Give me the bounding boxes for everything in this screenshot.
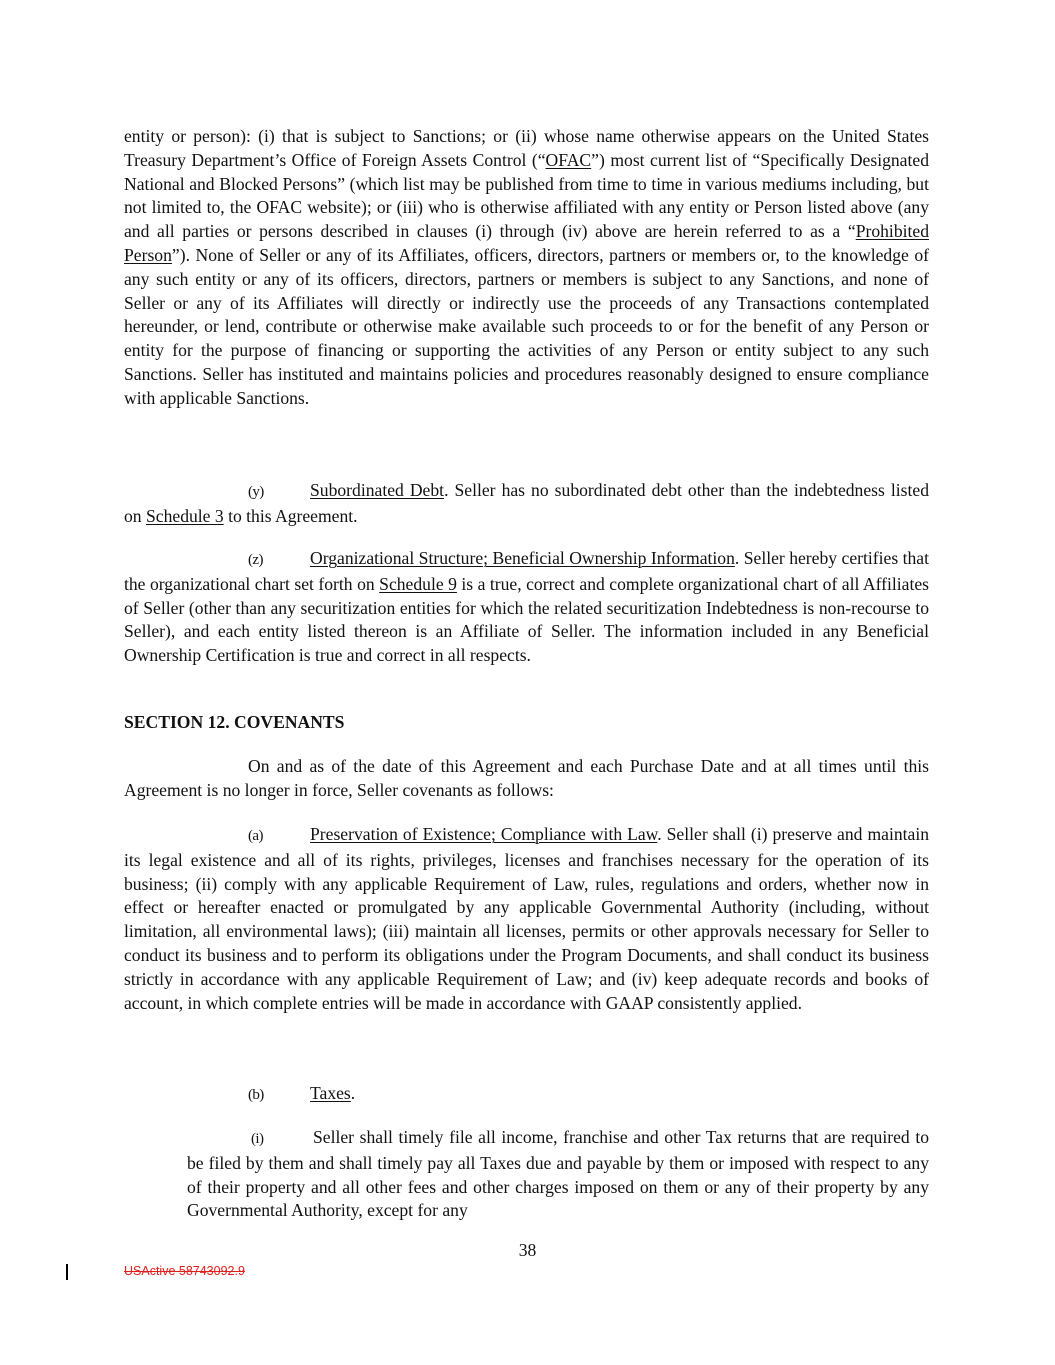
intro-text-2: ”) most current list of “Specifically Designated National and Blocked Persons” (which list may be published from time to time in various mediums including, but not limited to, the OFAC website); or (iii) who is otherwise affiliated with any entity or Person listed above (any and all parties or persons described in clauses (i) through (iv) above are herein referred to as a “: [124, 149, 929, 242]
item-title-z: Organizational Structure; Beneficial Ownership Information: [310, 548, 735, 568]
paragraph-y: [124, 479, 929, 529]
item-text-b: .: [350, 1083, 356, 1103]
ofac-term: OFAC: [545, 149, 592, 170]
item-label-z: (z): [248, 552, 263, 568]
item-label-b: (b): [248, 1087, 264, 1103]
intro-text-3: ”). None of Seller or any of its Affiliates, officers, directors, partners or members or, to the knowledge of any such entity or any of its officers, directors, partners or members is subject to any Sanctions, and none of Seller or any of its Affiliates will directly or indirectly use the proceeds of any Transactions contemplated hereunder, or lend, contribute or otherwise make available such proceeds to or for the benefit of any Person or entity for the purpose of financing or supporting the activities of any Person or entity subject to any such Sanctions. Seller has instituted and maintains policies and procedures reasonably designed to ensure compliance with applicable Sanctions.: [124, 244, 929, 408]
item-label-y: (y): [248, 484, 264, 500]
intro-text-1: entity or person): (i) that is subject to Sanctions; or (ii) whose name otherwise appears on the United States Treasury Department’s Office of Foreign Assets Control (“: [124, 126, 929, 170]
item-text-b-i: Seller shall timely file all income, franchise and other Tax returns that are required to be filed by them and shall timely pay all Taxes due and payable by them or imposed with respect to any of their property and all other fees and other charges imposed on them or any of their property by any Governmental Authority, except for any: [187, 1127, 929, 1221]
item-text-z-2: is a true, correct and complete organizational chart of all Affiliates of Seller (other than any securitization entities for which the related securitization Indebtedness is non-recourse to Seller), and each entity listed thereon is an Affiliate of Seller. The information included in any Beneficial Ownership Certification is true and correct in all respects.: [124, 573, 930, 666]
paragraph-z: [124, 547, 929, 668]
prohibited-person-term: Prohibited Person: [124, 221, 929, 265]
paragraph-b: [124, 1082, 929, 1108]
item-title-b: Taxes: [310, 1083, 351, 1103]
intro-paragraph: [124, 125, 929, 411]
paragraph-b-i: [187, 1126, 929, 1223]
item-text-y-1: . Seller has no subordinated debt other than the indebtedness listed on: [124, 480, 929, 526]
item-label-b-i: (i): [251, 1131, 264, 1147]
section-heading: SECTION 12. COVENANTS: [124, 712, 345, 732]
item-text-y-2: to this Agreement.: [223, 505, 358, 526]
page-number: 38: [518, 1240, 537, 1260]
paragraph-a: [124, 823, 929, 1015]
schedule-3-ref: Schedule 3: [146, 505, 224, 526]
item-text-z-1: . Seller hereby certifies that the organizational chart set forth on: [124, 548, 929, 594]
item-text-a: . Seller shall (i) preserve and maintain its legal existence and all of its rights, privileges, licenses and franchises necessary for the operation of its business; (ii) comply with any applicable Requirement of Law, rules, regulations and orders, whether now in effect or hereafter enacted or promulgated by any applicable Governmental Authority (including, without limitation, all environmental laws); (iii) maintain all licenses, permits or other approvals necessary for Seller to conduct its business and to perform its obligations under the Program Documents, and shall conduct its business strictly in accordance with any applicable Requirement of Law; and (iv) keep adequate records and books of account, in which complete entries will be made in accordance with GAAP consistently applied.: [124, 824, 930, 1013]
covenants-intro: On and as of the date of this Agreement and each Purchase Date and at all times until this Agreement is no longer in force, Seller covenants as follows:: [124, 756, 929, 800]
change-bar: [66, 1264, 68, 1280]
item-title-y: Subordinated Debt: [310, 480, 445, 500]
document-id: USActive 58743092.9: [124, 1264, 245, 1278]
schedule-9-ref: Schedule 9: [379, 573, 457, 594]
item-title-a: Preservation of Existence; Compliance with Law: [310, 824, 658, 844]
item-label-a: (a): [248, 828, 263, 844]
